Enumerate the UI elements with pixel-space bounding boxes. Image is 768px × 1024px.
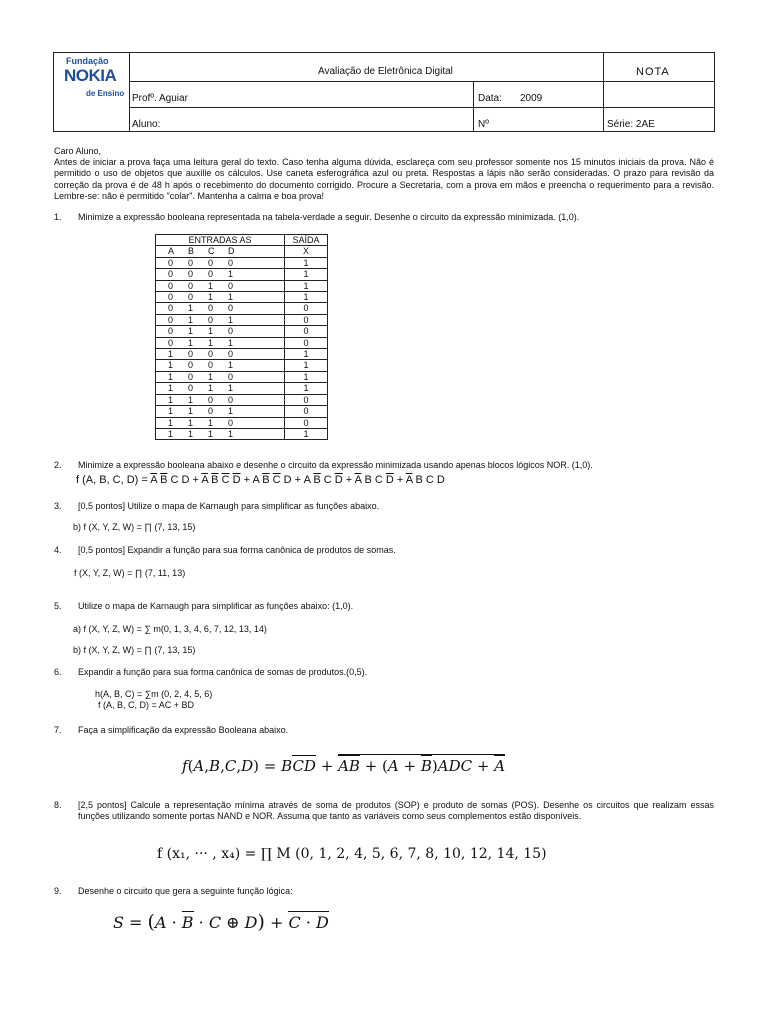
table-row [156,314,328,325]
date-value: 2009 [520,93,543,104]
input-bit: 1 [208,371,214,382]
q1-number: 1. [54,212,62,222]
input-bit: 1 [168,394,174,405]
professor-label: Profº. Aguiar [132,93,188,104]
q6-text: Expandir a função para sua forma canônica de somas de produtos.(0,5). [78,667,368,677]
q5-text: Utilize o mapa de Karnaugh para simplificar as funções abaixo: (1,0). [78,601,354,611]
output-bit: 1 [285,257,328,268]
input-bit: 0 [188,349,194,360]
input-bit: 0 [168,314,174,325]
table-row [156,280,328,291]
logo-line3: de Ensino [86,89,125,98]
q1-text: Minimize a expressão booleana representada na tabela-verdade a seguir. Desenhe o circuito da expressão minimizada. (1,0). [78,212,580,222]
date-label: Data: [478,93,502,104]
table-row [156,394,328,405]
input-bit: 1 [168,360,174,371]
table-header-inputs: ENTRADAS AS [156,235,285,246]
col-b: B [188,246,195,257]
table-row [156,326,328,337]
header-divider [603,52,604,132]
exam-title: Avaliação de Eletrônica Digital [318,66,453,77]
input-bit: 1 [188,394,194,405]
input-bit: 1 [188,337,194,348]
table-row [156,428,328,439]
number-label: Nº [478,119,489,130]
table-row [156,371,328,382]
row-inputs [156,292,285,303]
table-row [156,417,328,428]
input-bit: 1 [188,326,194,337]
input-bit: 0 [228,257,234,268]
input-bit: 1 [228,292,234,303]
q3-number: 3. [54,501,62,511]
input-bit: 1 [188,428,194,439]
q9-expression: S = (A · B · C ⊕ D) + C · D [113,911,329,933]
input-bit: 0 [188,269,194,280]
table-row [156,360,328,371]
row-inputs [156,349,285,360]
row-inputs [156,337,285,348]
header-divider [129,81,603,82]
output-bit: 0 [285,303,328,314]
input-bit: 0 [228,349,234,360]
input-bit: 0 [168,257,174,268]
input-bit: 0 [188,292,194,303]
output-bit: 1 [285,360,328,371]
q2-expression-lhs: f (A, B, C, D) = [76,474,148,486]
logo-line2: NOKIA [64,66,117,85]
row-inputs [156,303,285,314]
input-bit: 1 [208,326,214,337]
row-inputs [156,269,285,280]
input-bit: 0 [228,280,234,291]
header-divider [129,52,130,132]
input-bit: 0 [228,326,234,337]
q6-expression-1: h(A, B, C) = ∑m (0, 2, 4, 5, 6) [95,689,213,699]
table-row [156,337,328,348]
input-bit: 0 [228,303,234,314]
input-bit: 0 [168,269,174,280]
input-bit: 1 [168,371,174,382]
input-bit: 1 [208,292,214,303]
input-bit: 0 [208,394,214,405]
output-bit: 1 [285,371,328,382]
input-bit: 1 [228,337,234,348]
input-bit: 0 [208,269,214,280]
row-inputs [156,280,285,291]
q5-item-b: b) f (X, Y, Z, W) = ∏ (7, 13, 15) [73,645,196,655]
input-bit: 0 [188,383,194,394]
table-header-output: SAÍDA [285,235,328,246]
q4-text: [0,5 pontos] Expandir a função para sua forma canônica de produtos de somas. [78,545,396,555]
q5-number: 5. [54,601,62,611]
table-row [156,292,328,303]
q7-expression: f(A,B,C,D) = BCD + AB + (A + B)ADC + A [182,754,505,775]
input-bit: 1 [208,337,214,348]
input-bit: 0 [208,349,214,360]
col-c: C [208,246,215,257]
input-bit: 1 [208,383,214,394]
output-bit: 0 [285,406,328,417]
row-inputs [156,326,285,337]
q4-number: 4. [54,545,62,555]
input-bit: 1 [188,417,194,428]
serie-label: Série: 2AE [607,119,655,130]
input-bit: 1 [228,360,234,371]
row-inputs [156,417,285,428]
table-row [156,303,328,314]
input-bit: 0 [188,360,194,371]
output-bit: 1 [285,280,328,291]
output-bit: 0 [285,337,328,348]
output-bit: 1 [285,428,328,439]
input-bit: 1 [208,428,214,439]
input-bit: 0 [208,257,214,268]
input-bit: 0 [228,371,234,382]
input-bit: 1 [188,314,194,325]
input-bit: 1 [228,383,234,394]
q6-expression-2: f (A, B, C, D) = AC + BD [98,700,195,710]
input-bit: 1 [228,269,234,280]
input-bit: 1 [188,406,194,417]
nota-label: NOTA [636,66,670,78]
q8-number: 8. [54,800,62,810]
input-bit: 0 [168,280,174,291]
row-inputs [156,371,285,382]
q4-expression: f (X, Y, Z, W) = ∏ (7, 11, 13) [74,568,186,578]
input-bit: 0 [228,394,234,405]
header-divider [129,107,715,108]
intro-text: Antes de iniciar a prova faça uma leitura geral do texto. Caso tenha alguma dúvida, esclareça com seu professor somente nos 15 minutos iniciais da prova. Não é permitido o uso de objetos que auxilie os cálculos. Use caneta esferográfica azul ou preta. Respostas a lápis não serão consideradas. O prazo para revisão da correção da prova é de 48 h após o recebimento do documento corrigido. Procure a Secretaria, com a prova em mãos e preencha o requerimento para a revisão. Lembre-se: não é permitido "colar". Mantenha a calma e boa prova! [54,157,714,201]
col-x: X [285,246,328,257]
q7-text: Faça a simplificação da expressão Booleana abaixo. [78,725,289,735]
q2-term: A $\overline{B}$ C $\overline{D}$ [303,474,343,486]
col-a: A [168,246,175,257]
q2-number: 2. [54,460,62,470]
row-inputs [156,406,285,417]
q2-text: Minimize a expressão booleana abaixo e desenhe o circuito da expressão minimizada usando apenas blocos lógicos NOR. (1,0). [78,460,593,470]
input-bit: 1 [168,406,174,417]
q2-term: $\overline{A}$ $\overline{B}$ C D [150,474,190,486]
input-bit: 1 [168,417,174,428]
q6-number: 6. [54,667,62,677]
header-divider [603,81,715,82]
input-bit: 1 [188,303,194,314]
student-label: Aluno: [132,119,161,130]
input-bit: 0 [228,417,234,428]
output-bit: 1 [285,292,328,303]
table-row [156,257,328,268]
output-bit: 0 [285,314,328,325]
table-row [156,383,328,394]
greeting: Caro Aluno, [54,146,102,156]
col-d: D [228,246,235,257]
q2-term: A $\overline{B}$ $\overline{C}$ D [252,474,292,486]
q9-number: 9. [54,886,62,896]
row-inputs [156,383,285,394]
input-bit: 0 [168,303,174,314]
q5-item-a: a) f (X, Y, Z, W) = ∑ m(0, 1, 3, 4, 6, 7, 12, 13, 14) [73,624,267,634]
q2-term: $\overline{A}$ $\overline{B}$ $\overline{C}$ $\overline{D}$ [201,474,241,486]
q3-item-b: b) f (X, Y, Z, W) = ∏ (7, 13, 15) [73,522,196,532]
q3-text: [0,5 pontos] Utilize o mapa de Karnaugh para simplificar as funções abaixo. [78,501,380,511]
output-bit: 0 [285,417,328,428]
q9-text: Desenhe o circuito que gera a seguinte função lógica: [78,886,293,896]
truth-table [155,234,328,440]
table-col-headers [156,246,285,257]
header-divider [473,81,474,132]
q2-expression: f (A, B, C, $D) = \overline{A}$ $\overline{B}$ C $D + \overline{A}$ $\overline{B}$ $\overline{C}$ $\overline{D} + A$ $\overline{B}$ $\overline{C}$ D + A $\overline{B}$ C $\overline{D} + \overline{A}$ B C $\overline{D} + \overline{A}$ B C D [76,474,445,486]
row-inputs [156,360,285,371]
output-bit: 0 [285,326,328,337]
input-bit: 1 [168,349,174,360]
input-bit: 0 [188,371,194,382]
output-bit: 0 [285,394,328,405]
output-bit: 1 [285,269,328,280]
input-bit: 1 [168,428,174,439]
input-bit: 1 [208,417,214,428]
q7-number: 7. [54,725,62,735]
nokia-logo [62,56,126,101]
input-bit: 0 [168,326,174,337]
input-bit: 0 [168,337,174,348]
q2-term: $\overline{A}$ B C D [405,474,445,486]
table-row [156,349,328,360]
input-bit: 0 [168,292,174,303]
input-bit: 0 [208,314,214,325]
q2-term: $\overline{A}$ B C $\overline{D}$ [354,474,394,486]
input-bit: 1 [228,428,234,439]
row-inputs [156,314,285,325]
q8-expression: f (x₁, ··· , x₄) = ∏ M (0, 1, 2, 4, 5, 6, 7, 8, 10, 12, 14, 15) [157,846,547,862]
row-inputs [156,394,285,405]
input-bit: 1 [208,280,214,291]
input-bit: 1 [168,383,174,394]
input-bit: 0 [188,257,194,268]
row-inputs [156,257,285,268]
logo-line1: Fundação [66,56,109,66]
input-bit: 0 [208,303,214,314]
table-row [156,406,328,417]
input-bit: 0 [208,406,214,417]
table-row [156,269,328,280]
output-bit: 1 [285,349,328,360]
row-inputs [156,428,285,439]
input-bit: 1 [228,406,234,417]
input-bit: 0 [188,280,194,291]
input-bit: 1 [228,314,234,325]
input-bit: 0 [208,360,214,371]
output-bit: 1 [285,383,328,394]
q8-text: [2,5 pontos] Calcule a representação mínima através de soma de produtos (SOP) e produto de somas (POS). Desenhe os circuitos que realizam essas funções utilizando somente portas NAND e NOR. Assuma que tanto as variáveis como seus complementos estão disponíveis. [78,800,714,822]
